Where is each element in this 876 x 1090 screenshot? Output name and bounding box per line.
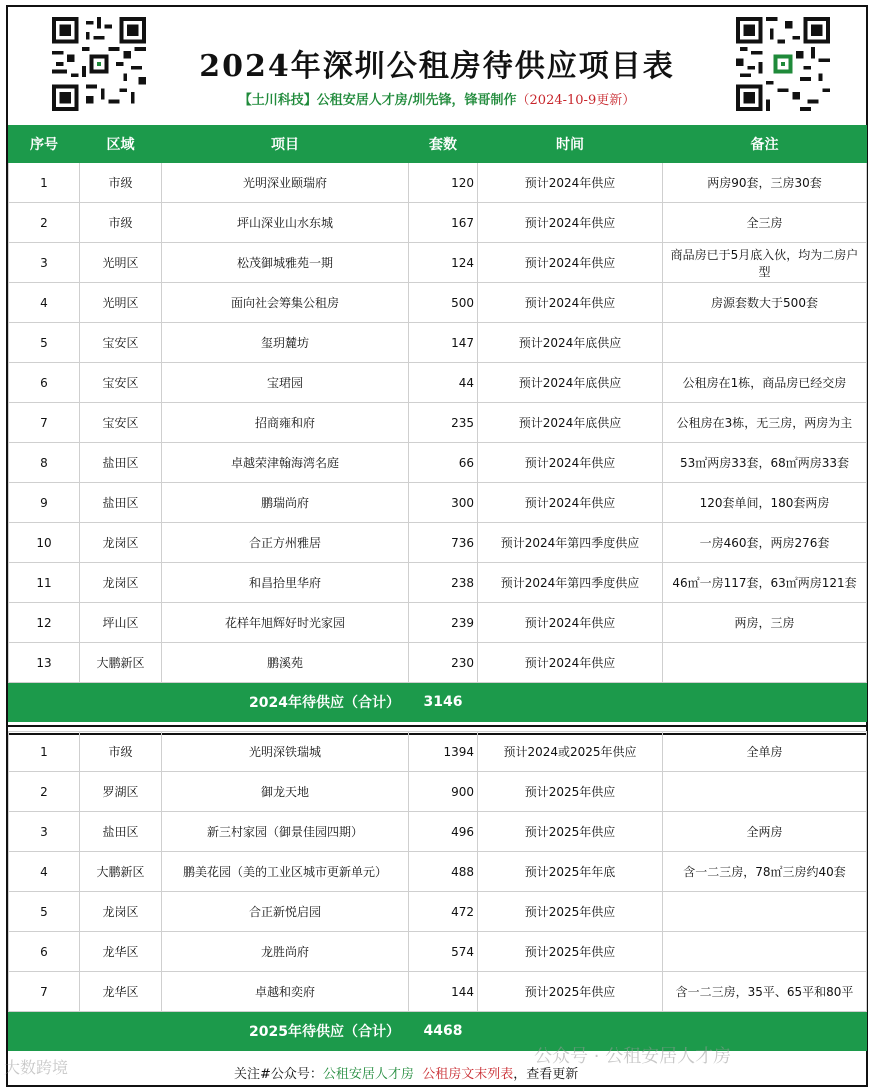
cell-units: 235 xyxy=(409,403,478,443)
cell-district: 盐田区 xyxy=(80,812,162,852)
footer xyxy=(8,1053,866,1085)
cell-district: 盐田区 xyxy=(80,443,162,483)
cell-district: 市级 xyxy=(80,163,162,203)
total-row-2024 xyxy=(9,683,867,722)
cell-note: 120套单间，180套两房 xyxy=(663,483,867,523)
table-row xyxy=(9,732,867,772)
cell-no: 1 xyxy=(9,163,80,203)
cell-no: 10 xyxy=(9,523,80,563)
cell-note: 含一二三房，78㎡三房约40套 xyxy=(663,852,867,892)
cell-project: 御龙天地 xyxy=(162,772,409,812)
cell-district: 市级 xyxy=(80,732,162,772)
cell-project: 面向社会筹集公租房 xyxy=(162,283,409,323)
cell-note xyxy=(663,892,867,932)
cell-no: 4 xyxy=(9,283,80,323)
cell-units: 124 xyxy=(409,243,478,283)
col-header-time: 时间 xyxy=(478,126,663,163)
table-row xyxy=(9,203,867,243)
subtitle-date: （2024-10-9更新） xyxy=(516,93,636,108)
cell-project: 鹏溪苑 xyxy=(162,643,409,683)
cell-no: 11 xyxy=(9,563,80,603)
cell-units: 167 xyxy=(409,203,478,243)
col-header-note: 备注 xyxy=(663,126,867,163)
cell-units: 736 xyxy=(409,523,478,563)
cell-no: 8 xyxy=(9,443,80,483)
cell-units: 238 xyxy=(409,563,478,603)
total-label: 2024年待供应（合计） xyxy=(9,683,409,722)
cell-project: 玺玥麓坊 xyxy=(162,323,409,363)
cell-time: 预计2024或2025年供应 xyxy=(478,732,663,772)
cell-project: 招商雍和府 xyxy=(162,403,409,443)
cell-no: 3 xyxy=(9,812,80,852)
cell-no: 12 xyxy=(9,603,80,643)
cell-district: 坪山区 xyxy=(80,603,162,643)
cell-project: 坪山深业山水东城 xyxy=(162,203,409,243)
qr-code-icon xyxy=(736,17,830,111)
watermark-right: 公众号 · 公租安居人才房 xyxy=(534,1046,732,1067)
cell-time: 预计2024年底供应 xyxy=(478,323,663,363)
table-row xyxy=(9,563,867,603)
total-value: 4468 xyxy=(409,1012,478,1051)
table-row xyxy=(9,163,867,203)
cell-note: 全两房 xyxy=(663,812,867,852)
cell-units: 488 xyxy=(409,852,478,892)
col-header-project: 项目 xyxy=(162,126,409,163)
cell-district: 罗湖区 xyxy=(80,772,162,812)
col-header-district: 区域 xyxy=(80,126,162,163)
cell-project: 卓越和奕府 xyxy=(162,972,409,1012)
table-row xyxy=(9,932,867,972)
cell-district: 龙岗区 xyxy=(80,892,162,932)
cell-project: 和昌拾里华府 xyxy=(162,563,409,603)
cell-district: 龙岗区 xyxy=(80,563,162,603)
footer-suffix: ，查看更新 xyxy=(513,1067,579,1082)
cell-note xyxy=(663,932,867,972)
cell-note xyxy=(663,643,867,683)
cell-units: 66 xyxy=(409,443,478,483)
watermark-left: 大数跨境 xyxy=(4,1058,69,1077)
table-body-2024 xyxy=(9,163,867,683)
cell-time: 预计2024年供应 xyxy=(478,443,663,483)
cell-units: 472 xyxy=(409,892,478,932)
cell-no: 7 xyxy=(9,403,80,443)
cell-project: 新三村家园（御景佳园四期） xyxy=(162,812,409,852)
cell-district: 光明区 xyxy=(80,283,162,323)
table-2025 xyxy=(8,731,867,1051)
cell-no: 4 xyxy=(9,852,80,892)
cell-note: 两房，三房 xyxy=(663,603,867,643)
cell-note: 商品房已于5月底入伙，均为二房户型 xyxy=(663,243,867,283)
table-row xyxy=(9,643,867,683)
footer-link[interactable]: 公租房文末列表 xyxy=(422,1067,514,1082)
total-value: 3146 xyxy=(409,683,478,722)
cell-project: 合正方州雅居 xyxy=(162,523,409,563)
cell-note: 含一二三房，35平、65平和80平 xyxy=(663,972,867,1012)
cell-no: 2 xyxy=(9,772,80,812)
cell-project: 宝珺园 xyxy=(162,363,409,403)
subtitle-credit: 【土川科技】公租安居人才房/圳先锋，锋哥制作 xyxy=(238,93,517,108)
cell-time: 预计2024年供应 xyxy=(478,283,663,323)
table-header-row xyxy=(9,126,867,163)
table-body-2025 xyxy=(9,732,867,1012)
col-header-no: 序号 xyxy=(9,126,80,163)
cell-note xyxy=(663,772,867,812)
cell-time: 预计2024年底供应 xyxy=(478,363,663,403)
cell-time: 预计2024年第四季度供应 xyxy=(478,523,663,563)
cell-note: 全三房 xyxy=(663,203,867,243)
cell-project: 光明深业颐瑞府 xyxy=(162,163,409,203)
cell-note: 房源套数大于500套 xyxy=(663,283,867,323)
table-row xyxy=(9,403,867,443)
cell-project: 鹏美花园（美的工业区城市更新单元） xyxy=(162,852,409,892)
cell-no: 1 xyxy=(9,732,80,772)
cell-district: 龙华区 xyxy=(80,972,162,1012)
cell-units: 574 xyxy=(409,932,478,972)
cell-units: 300 xyxy=(409,483,478,523)
cell-district: 宝安区 xyxy=(80,363,162,403)
cell-units: 900 xyxy=(409,772,478,812)
cell-units: 120 xyxy=(409,163,478,203)
header xyxy=(8,7,866,125)
cell-note: 一房460套，两房276套 xyxy=(663,523,867,563)
table-row xyxy=(9,363,867,403)
cell-no: 7 xyxy=(9,972,80,1012)
cell-district: 光明区 xyxy=(80,243,162,283)
cell-time: 预计2024年底供应 xyxy=(478,403,663,443)
cell-note: 全单房 xyxy=(663,732,867,772)
cell-no: 5 xyxy=(9,323,80,363)
cell-time: 预计2024年供应 xyxy=(478,203,663,243)
cell-note: 46㎡一房117套，63㎡两房121套 xyxy=(663,563,867,603)
cell-note xyxy=(663,323,867,363)
footer-account: 公租安居人才房 xyxy=(322,1067,414,1082)
footer-prefix: 关注#公众号： xyxy=(234,1067,323,1082)
cell-time: 预计2024年供应 xyxy=(478,243,663,283)
cell-no: 9 xyxy=(9,483,80,523)
cell-no: 6 xyxy=(9,363,80,403)
cell-district: 市级 xyxy=(80,203,162,243)
table-row xyxy=(9,243,867,283)
cell-no: 13 xyxy=(9,643,80,683)
cell-time: 预计2024年供应 xyxy=(478,163,663,203)
cell-units: 44 xyxy=(409,363,478,403)
cell-project: 松茂御城雅苑一期 xyxy=(162,243,409,283)
cell-time: 预计2025年供应 xyxy=(478,972,663,1012)
cell-project: 光明深铁瑞城 xyxy=(162,732,409,772)
table-row xyxy=(9,772,867,812)
table-row xyxy=(9,852,867,892)
cell-no: 6 xyxy=(9,932,80,972)
table-row xyxy=(9,523,867,563)
cell-note: 公租房在1栋，商品房已经交房 xyxy=(663,363,867,403)
cell-note: 公租房在3栋，无三房，两房为主 xyxy=(663,403,867,443)
table-row xyxy=(9,283,867,323)
cell-no: 2 xyxy=(9,203,80,243)
cell-time: 预计2024年第四季度供应 xyxy=(478,563,663,603)
cell-note: 两房90套，三房30套 xyxy=(663,163,867,203)
cell-district: 宝安区 xyxy=(80,323,162,363)
cell-time: 预计2024年供应 xyxy=(478,603,663,643)
table-row xyxy=(9,603,867,643)
cell-units: 500 xyxy=(409,283,478,323)
cell-project: 龙胜尚府 xyxy=(162,932,409,972)
footer-text xyxy=(234,1063,578,1082)
cell-district: 大鹏新区 xyxy=(80,852,162,892)
cell-time: 预计2025年供应 xyxy=(478,892,663,932)
cell-district: 龙华区 xyxy=(80,932,162,972)
cell-time: 预计2025年供应 xyxy=(478,932,663,972)
cell-units: 147 xyxy=(409,323,478,363)
cell-district: 大鹏新区 xyxy=(80,643,162,683)
cell-units: 239 xyxy=(409,603,478,643)
cell-units: 496 xyxy=(409,812,478,852)
cell-units: 144 xyxy=(409,972,478,1012)
cell-time: 预计2024年供应 xyxy=(478,483,663,523)
table-row xyxy=(9,443,867,483)
cell-project: 花样年旭辉好时光家园 xyxy=(162,603,409,643)
cell-units: 230 xyxy=(409,643,478,683)
cell-time: 预计2024年供应 xyxy=(478,643,663,683)
cell-time: 预计2025年年底 xyxy=(478,852,663,892)
cell-project: 卓越荣津翰海湾名庭 xyxy=(162,443,409,483)
cell-time: 预计2025年供应 xyxy=(478,812,663,852)
cell-district: 龙岗区 xyxy=(80,523,162,563)
table-row xyxy=(9,323,867,363)
cell-no: 5 xyxy=(9,892,80,932)
table-row xyxy=(9,892,867,932)
cell-project: 鹏瑞尚府 xyxy=(162,483,409,523)
table-row xyxy=(9,812,867,852)
cell-no: 3 xyxy=(9,243,80,283)
document-frame xyxy=(6,5,868,1087)
page-title: 2024年深圳公租房待供应项目表 xyxy=(199,49,675,84)
total-empty xyxy=(478,683,867,722)
cell-district: 盐田区 xyxy=(80,483,162,523)
cell-time: 预计2025年供应 xyxy=(478,772,663,812)
cell-project: 合正新悦启园 xyxy=(162,892,409,932)
total-row-2025 xyxy=(9,1012,867,1051)
total-label: 2025年待供应（合计） xyxy=(9,1012,409,1051)
cell-units: 1394 xyxy=(409,732,478,772)
col-header-units: 套数 xyxy=(409,126,478,163)
cell-note: 53㎡两房33套，68㎡两房33套 xyxy=(663,443,867,483)
table-row xyxy=(9,972,867,1012)
table-row xyxy=(9,483,867,523)
cell-district: 宝安区 xyxy=(80,403,162,443)
table-2024 xyxy=(8,125,867,722)
